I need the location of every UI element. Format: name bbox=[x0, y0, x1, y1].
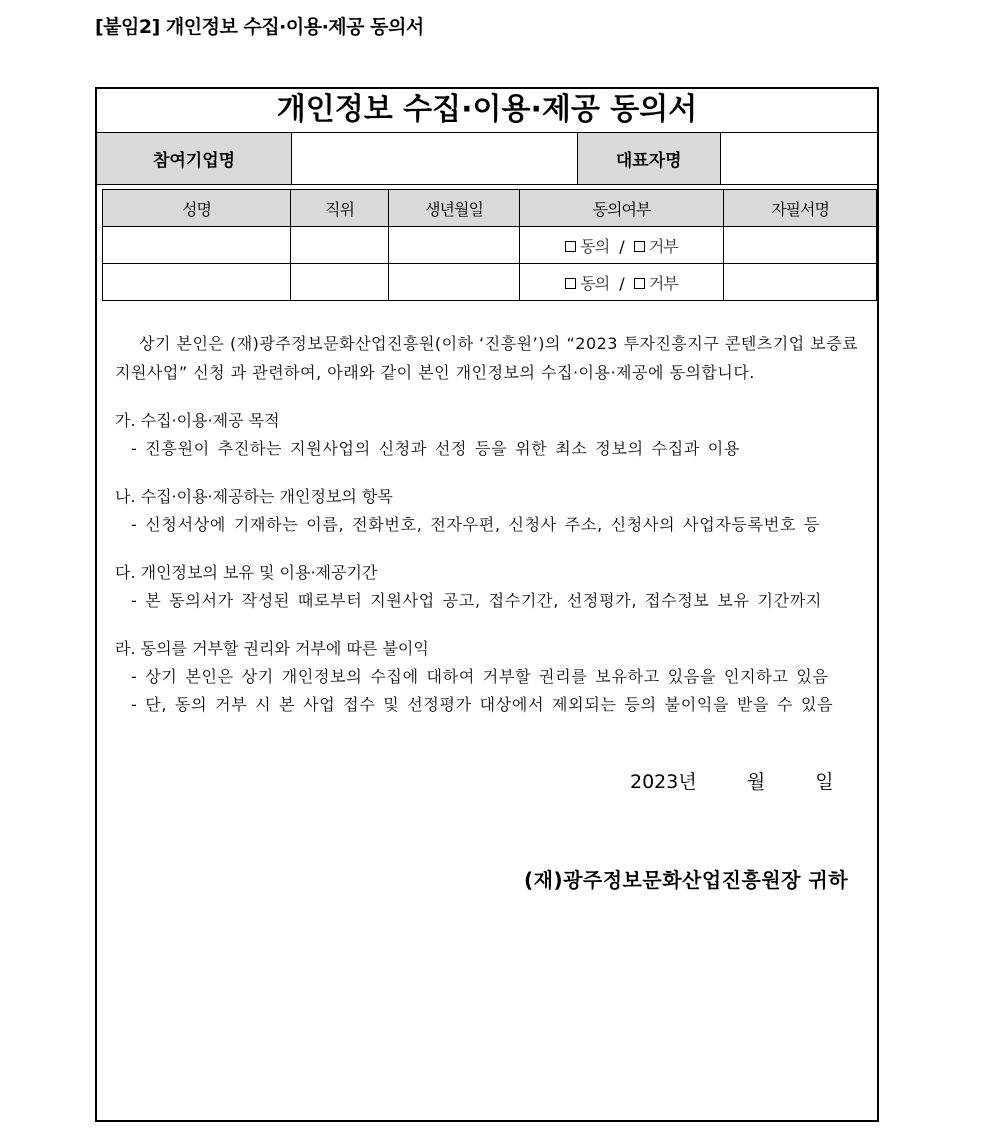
header-signature: 자필서명 bbox=[724, 190, 877, 227]
addressee: (재)광주정보문화산업진흥원장 귀하 bbox=[524, 868, 849, 892]
position-cell[interactable] bbox=[291, 227, 389, 264]
agree-checkbox[interactable] bbox=[565, 241, 576, 252]
section-item: - 본 동의서가 작성된 때로부터 지원사업 공고, 접수기간, 선정평가, 접수정보 보유 기간까지 bbox=[131, 591, 823, 610]
ceo-name-label: 대표자명 bbox=[578, 133, 721, 184]
refuse-label: 거부 bbox=[648, 273, 678, 293]
section-retention bbox=[115, 559, 875, 615]
document-title: 개인정보 수집·이용·제공 동의서 bbox=[97, 89, 877, 133]
birthdate-cell[interactable] bbox=[389, 264, 520, 301]
header-position: 직위 bbox=[291, 190, 389, 227]
agree-checkbox[interactable] bbox=[565, 278, 576, 289]
section-heading: 라. 동의를 거부할 권리와 거부에 따른 불이익 bbox=[115, 639, 429, 658]
refuse-checkbox[interactable] bbox=[634, 241, 645, 252]
section-refusal-rights bbox=[115, 635, 875, 719]
date-line bbox=[630, 767, 834, 794]
signature-table-header bbox=[103, 190, 877, 227]
section-heading: 가. 수집·이용·제공 목적 bbox=[115, 411, 280, 430]
option-separator: / bbox=[619, 236, 624, 256]
section-item: - 단, 동의 거부 시 본 사업 접수 및 선정평가 대상에서 제외되는 등의 불이익을 받을 수 있음 bbox=[131, 695, 834, 714]
name-cell[interactable] bbox=[103, 264, 291, 301]
section-item: - 신청서상에 기재하는 이름, 전화번호, 전자우편, 신청사 주소, 신청사의 사업자등록번호 등 bbox=[131, 515, 821, 534]
signature-cell[interactable] bbox=[724, 227, 877, 264]
refuse-label: 거부 bbox=[648, 236, 678, 256]
consent-cell bbox=[520, 227, 724, 264]
table-row bbox=[103, 264, 877, 301]
header-birthdate: 생년월일 bbox=[389, 190, 520, 227]
name-cell[interactable] bbox=[103, 227, 291, 264]
header-consent: 동의여부 bbox=[520, 190, 724, 227]
option-separator: / bbox=[619, 273, 624, 293]
signature-table bbox=[102, 189, 877, 301]
company-name-field[interactable] bbox=[292, 133, 578, 184]
section-purpose bbox=[115, 407, 875, 463]
header-name: 성명 bbox=[103, 190, 291, 227]
section-item: - 진흥원이 추진하는 지원사업의 신청과 선정 등을 위한 최소 정보의 수집과 이용 bbox=[131, 439, 741, 458]
company-name-label: 참여기업명 bbox=[97, 133, 292, 184]
date-year[interactable]: 2023년 bbox=[630, 771, 697, 793]
birthdate-cell[interactable] bbox=[389, 227, 520, 264]
section-heading: 나. 수집·이용·제공하는 개인정보의 항목 bbox=[115, 487, 393, 506]
section-items-collected bbox=[115, 483, 875, 539]
position-cell[interactable] bbox=[291, 264, 389, 301]
consent-cell bbox=[520, 264, 724, 301]
intro-paragraph: 상기 본인은 (재)광주정보문화산업진흥원(이하 ‘진흥원’)의 “2023 투자진흥지구 콘텐츠기업 보증료 지원사업” 신청 과 관련하여, 아래와 같이 본인 개인정보의 수집·이용·제공에 동의합니다. bbox=[115, 334, 859, 382]
company-info-row bbox=[97, 133, 877, 185]
consent-body bbox=[115, 329, 875, 719]
consent-form bbox=[95, 87, 879, 1122]
section-item: - 상기 본인은 상기 개인정보의 수집에 대하여 거부할 권리를 보유하고 있음을 인지하고 있음 bbox=[131, 667, 829, 686]
date-month[interactable]: 월 bbox=[746, 771, 766, 793]
section-heading: 다. 개인정보의 보유 및 이용·제공기간 bbox=[115, 563, 378, 582]
agree-label: 동의 bbox=[580, 236, 610, 256]
date-day[interactable]: 일 bbox=[815, 771, 834, 793]
attachment-label: [붙임2] 개인정보 수집·이용·제공 동의서 bbox=[95, 16, 424, 38]
signature-cell[interactable] bbox=[724, 264, 877, 301]
table-row bbox=[103, 227, 877, 264]
agree-label: 동의 bbox=[580, 273, 610, 293]
ceo-name-field[interactable] bbox=[721, 133, 877, 184]
refuse-checkbox[interactable] bbox=[634, 278, 645, 289]
